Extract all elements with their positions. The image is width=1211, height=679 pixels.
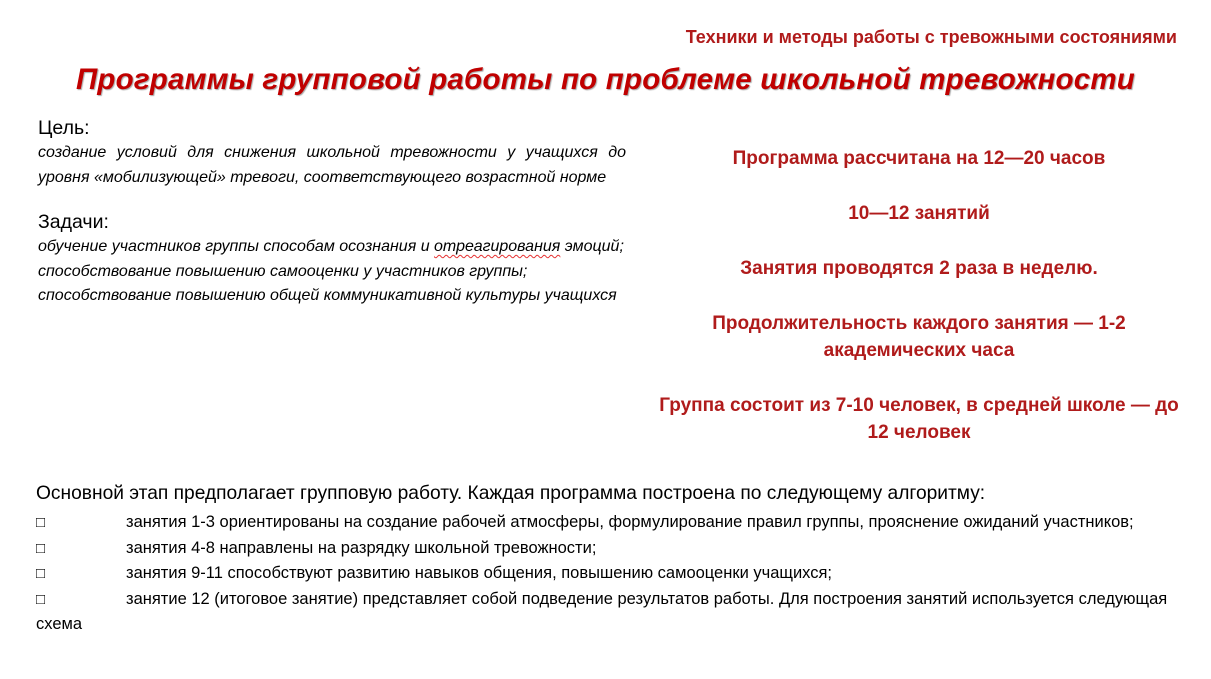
list-item bbox=[36, 561, 1176, 587]
presentation-topic: Техники и методы работы с тревожными состояниями bbox=[685, 27, 1177, 47]
list-item bbox=[36, 536, 1176, 562]
list-item bbox=[36, 587, 1176, 637]
list-item-text: занятия 1-3 ориентированы на создание рабочей атмосферы, формулирование правил группы, прояснение ожиданий участников; bbox=[126, 513, 1134, 531]
task-item bbox=[38, 235, 626, 260]
program-duration: Продолжительность каждого занятия — 1-2 академических часа bbox=[712, 313, 1126, 361]
slide-title: Программы групповой работы по проблеме школьной тревожности bbox=[75, 63, 1136, 96]
task-text-suffix: эмоций; bbox=[560, 238, 624, 255]
square-bullet-icon: □ bbox=[36, 565, 46, 582]
main-stage-intro: Основной этап предполагает групповую работу. Каждая программа построена по следующему алгоритму: bbox=[36, 483, 986, 504]
square-bullet-icon: □ bbox=[36, 514, 46, 531]
goals-and-tasks-section bbox=[38, 115, 626, 309]
algorithm-list bbox=[36, 510, 1176, 637]
spellcheck-flagged-word: отреагирования bbox=[434, 238, 561, 255]
list-item-text: занятие 12 (итоговое занятие) представляет собой подведение результатов работы. Для построения занятий используется следующая схема bbox=[36, 589, 1168, 633]
program-group-size: Группа состоит из 7-10 человек, в средней школе — до 12 человек bbox=[659, 395, 1179, 443]
program-info-section bbox=[656, 145, 1182, 446]
tasks-label: Задачи: bbox=[38, 211, 109, 233]
list-item-text: занятия 4-8 направлены на разрядку школьной тревожности; bbox=[126, 538, 597, 557]
program-sessions: 10—12 занятий bbox=[848, 203, 990, 224]
program-frequency: Занятия проводятся 2 раза в неделю. bbox=[740, 258, 1098, 279]
goal-label: Цель: bbox=[38, 117, 90, 139]
task-item: способствование повышению общей коммуникативной культуры учащихся bbox=[38, 287, 617, 304]
main-stage-section bbox=[36, 480, 1176, 637]
list-item-text: занятия 9-11 способствуют развитию навыков общения, повышению самооценки учащихся; bbox=[126, 564, 833, 582]
goal-text: создание условий для снижения школьной тревожности у учащихся до уровня «мобилизующей» тревоги, соответствующего возрастной норме bbox=[38, 144, 626, 186]
square-bullet-icon: □ bbox=[36, 590, 46, 608]
program-hours: Программа рассчитана на 12—20 часов bbox=[732, 148, 1106, 169]
square-bullet-icon: □ bbox=[36, 539, 46, 557]
list-item bbox=[36, 510, 1176, 536]
task-item: способствование повышению самооценки у участников группы; bbox=[38, 262, 528, 280]
task-text-prefix: обучение участников группы способам осознания и bbox=[38, 238, 435, 255]
